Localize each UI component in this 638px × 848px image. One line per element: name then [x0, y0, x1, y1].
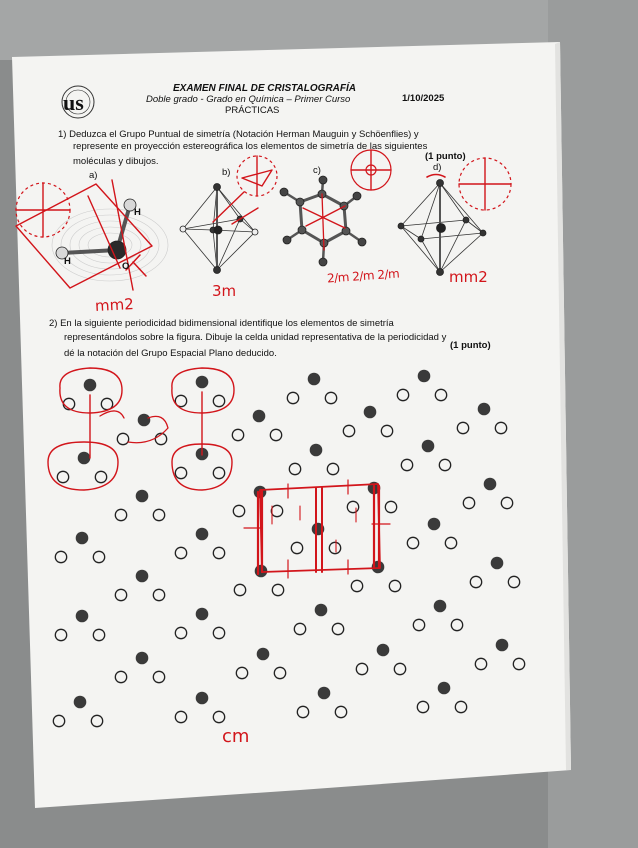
exam-title: EXAMEN FINAL DE CRISTALOGRAFÍA: [173, 83, 356, 94]
ink-stroke: [242, 156, 272, 196]
logo-letters: us: [63, 90, 84, 115]
unit-cell: [260, 484, 380, 572]
motif-outline-3: [48, 442, 118, 490]
unit-cell-edge-right: [374, 486, 379, 568]
q2-line-2: representándolos sobre la figura. Dibuje la celda unidad representativa de la periodicidad y: [64, 332, 447, 343]
mirror-line-cell: [316, 488, 322, 572]
atom-label-o: O: [122, 261, 130, 272]
mirror-mark-d: [427, 175, 445, 178]
exam-subtitle: Doble grado - Grado en Química – Primer Curso: [146, 94, 351, 105]
q1-label-b: b): [222, 167, 231, 178]
exam-section: PRÁCTICAS: [225, 105, 280, 116]
atom-label-h2: H: [64, 256, 71, 267]
q1-label-d: d): [433, 162, 442, 173]
axis-line-c: [322, 194, 324, 250]
motif-outline-1: [60, 368, 122, 413]
answer-c: 2/m 2/m 2/m: [326, 266, 400, 286]
motif-sketch: [100, 411, 168, 443]
glide-mark: [288, 480, 348, 578]
q1-label-c: c): [313, 165, 321, 176]
answer-a: mm2: [94, 294, 135, 316]
q2-points: (1 punto): [450, 340, 491, 351]
q1-line-1: 1) Deduzca el Grupo Puntual de simetría (Notación Herman Mauguin y Schöenflies) y: [58, 129, 419, 140]
atom-label-h1: H: [134, 207, 141, 218]
answer-d: mm2: [449, 268, 488, 286]
q1-label-a: a): [89, 170, 98, 181]
ink-stroke: [16, 183, 70, 237]
motif-outline-2: [172, 368, 234, 413]
cell-ticks: [272, 506, 356, 552]
q1-line-3: moléculas y dibujos.: [73, 156, 159, 167]
answer-q2: cm: [222, 726, 250, 747]
symmetry-line-c: [303, 206, 345, 228]
university-logo: [58, 84, 98, 120]
mirror-line-b: [213, 192, 258, 224]
q1-points: (1 punto): [425, 151, 466, 162]
exam-date: 1/10/2025: [402, 93, 445, 104]
q2-line-3: dé la notación del Grupo Espacial Plano deducido.: [64, 348, 277, 359]
q1-line-2: represente en proyección estereográfica los elementos de simetría de las siguientes: [73, 141, 428, 152]
q2-line-1: 2) En la siguiente periodicidad bidimensional identifique los elementos de simetría: [49, 318, 394, 329]
answer-b: 3m: [212, 282, 237, 300]
mirror-plane-a2: [88, 180, 133, 290]
